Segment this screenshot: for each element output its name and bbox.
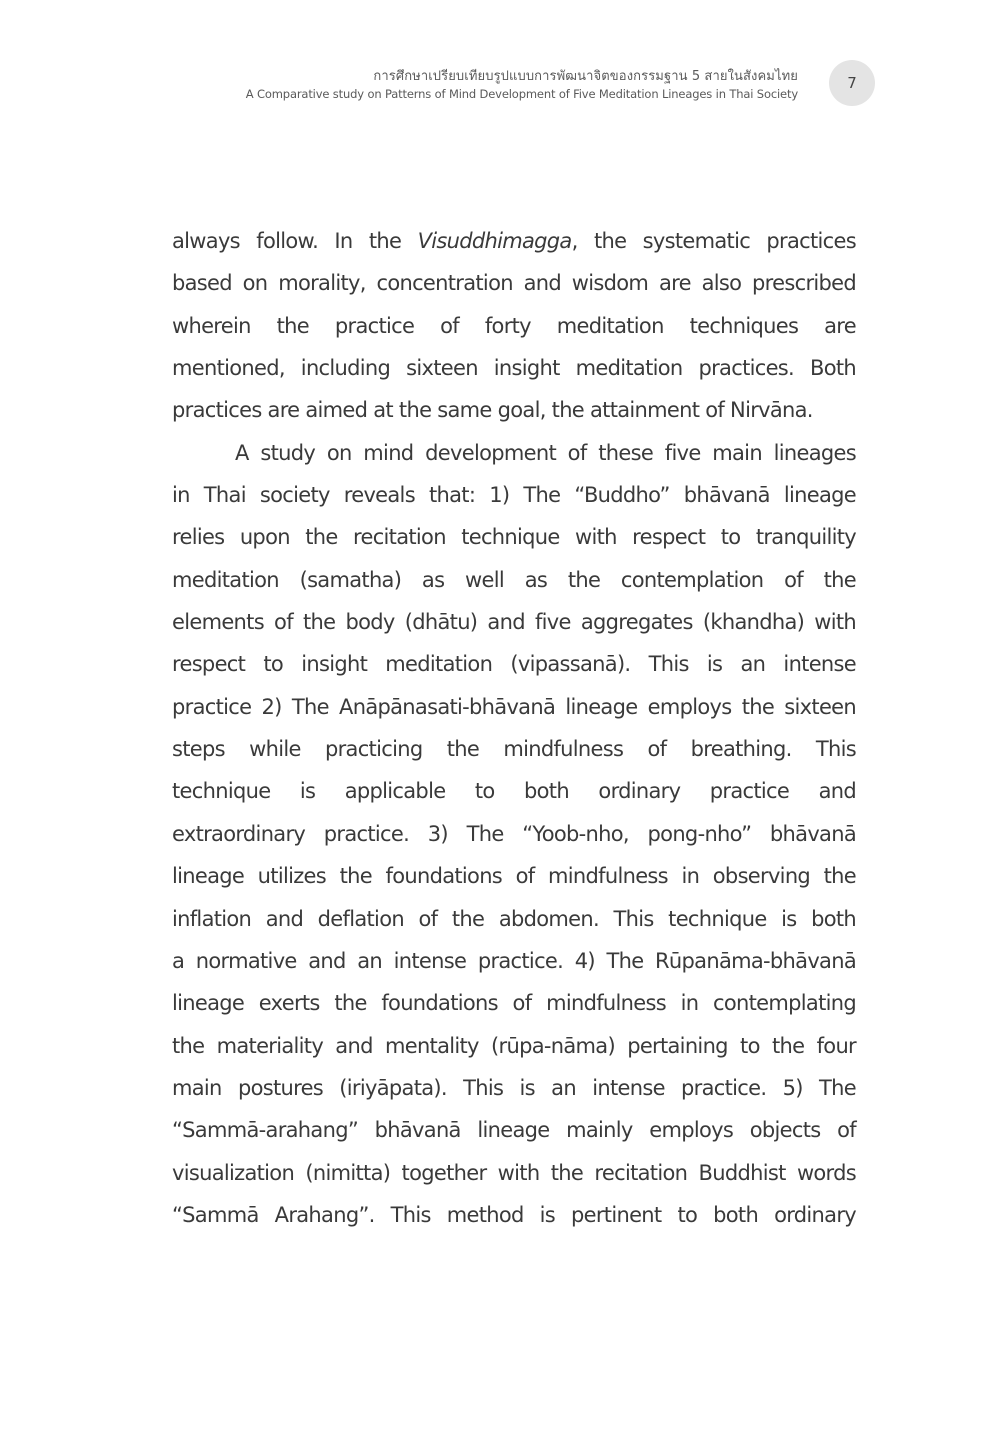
body-line: mentioned, including sixteen insight meditation practices. Both [172,356,856,381]
body-line: technique is applicable to both ordinary practice and [172,779,856,804]
running-header [246,68,798,103]
body-line: respect to insight meditation (vipassanā). This is an intense [172,652,856,677]
header-english-title: A Comparative study on Patterns of Mind Development of Five Meditation Lineages in Thai Society [245,87,798,101]
body-line: based on morality, concentration and wisdom are also prescribed [172,271,856,296]
body-line: practice 2) The Anāpānasati-bhāvanā lineage employs the sixteen [172,694,856,719]
visuddhimagga-title: Visuddhimagga [417,229,572,253]
body-line: “Sammā-arahang” bhāvanā lineage mainly employs objects of [172,1118,856,1143]
body-line: inflation and deflation of the abdomen. This technique is both [172,906,856,931]
body-line: lineage exerts the foundations of mindfulness in contemplating [172,991,856,1016]
body-line: the materiality and mentality (rūpa-nāma) pertaining to the four [172,1033,856,1058]
body-line: in Thai society reveals that: 1) The “Buddho” bhāvanā lineage [172,483,856,508]
body-line-1-end: , the systematic practices [571,229,856,253]
body-line: wherein the practice of forty meditation techniques are [172,313,856,338]
body-line: A study on mind development of these five main lineages [235,440,856,465]
body-line: relies upon the recitation technique with respect to tranquility [172,525,856,550]
body-line: extraordinary practice. 3) The “Yoob-nho, pong-nho” bhāvanā [172,821,856,846]
body-line: meditation (samatha) as well as the contemplation of the [172,567,856,592]
page-number-badge [829,60,875,106]
body-text [172,220,856,1236]
body-line: “Sammā Arahang”. This method is pertinent to both ordinary [172,1202,856,1227]
header-thai-title: การศึกษาเปรียบเทียบรูปแบบการพัฒนาจิตของกรรมฐาน 5 สายในสังคมไทย [373,69,798,84]
body-line: lineage utilizes the foundations of mindfulness in observing the [172,864,856,889]
body-line: visualization (nimitta) together with the recitation Buddhist words [172,1160,856,1185]
page-number: 7 [847,74,857,92]
body-line: steps while practicing the mindfulness of breathing. This [172,737,856,762]
body-line: a normative and an intense practice. 4) The Rūpanāma-bhāvanā [172,948,856,973]
body-line [172,220,856,262]
body-line: elements of the body (dhātu) and five aggregates (khandha) with [172,610,856,635]
body-line-1-start: always follow. In the [172,229,418,253]
body-line: main postures (iriyāpata). This is an intense practice. 5) The [172,1075,856,1100]
body-line: practices are aimed at the same goal, the attainment of Nirvāna. [172,398,813,423]
